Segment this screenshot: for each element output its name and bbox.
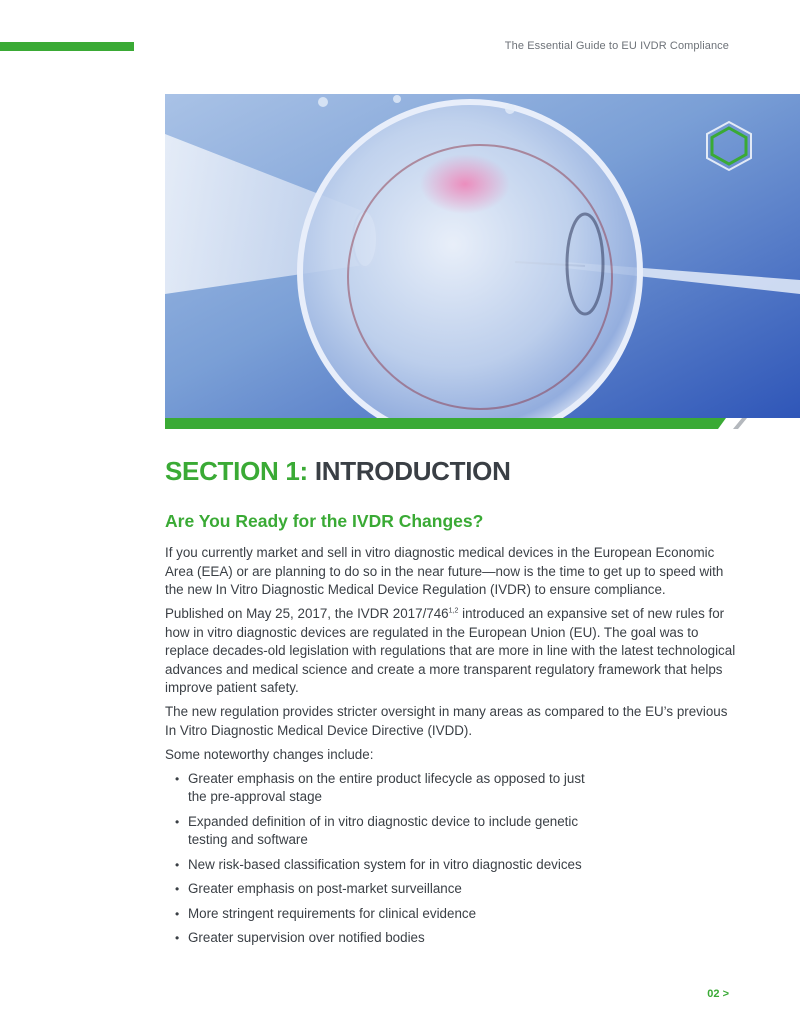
bullet-icon: • [175, 771, 180, 786]
bullet-icon: • [175, 814, 180, 829]
bullet-icon: • [175, 931, 180, 945]
list-item: • Greater supervision over notified bodies [175, 929, 588, 948]
section-title [165, 456, 511, 487]
list-item: • New risk-based classification system for in vitro diagnostic devices [175, 856, 588, 875]
section-label: SECTION 1: [165, 456, 308, 486]
section-heading: INTRODUCTION [307, 456, 511, 486]
subheading: Are You Ready for the IVDR Changes? [165, 511, 484, 531]
list-item: • Expanded definition of in vitro diagnostic device to include genetic testing and software [175, 813, 579, 847]
bullet-list [165, 770, 737, 948]
bullet-icon: • [175, 857, 180, 872]
header-accent-bar [0, 42, 134, 51]
list-item: • More stringent requirements for clinical evidence [175, 905, 588, 924]
footnote-ref: 1,2 [448, 607, 459, 615]
list-item: • Greater emphasis on the entire product lifecycle as opposed to just the pre-approval stage [175, 770, 585, 804]
body-text [165, 544, 737, 954]
hero-image [165, 94, 800, 418]
page-number-link[interactable]: 02 > [707, 988, 729, 1000]
hexagon-icon [703, 120, 755, 172]
decorative-slash [733, 418, 747, 429]
paragraph: Published on May 25, 2017, the IVDR 2017/746$^{1,2}$ introduced an expansive set of new rules for how in vitro diagnostic devices are regulated in the European Union (EU). The goal was to replace decades-old legislation with regulations that are more in line with the latest technological advances and medical science and create a more transparent regulatory framework that helps improve patient safety. [165, 606, 736, 695]
bullet-icon: • [175, 906, 180, 921]
bullet-icon: • [175, 882, 180, 896]
paragraph: If you currently market and sell in vitro diagnostic medical devices in the European Economic Area (EEA) or are planning to do so in the near future—now is the time to get up to speed with the new In Vitro Diagnostic Medical Device Regulation (IVDR) to ensure compliance. [165, 545, 724, 597]
paragraph: The new regulation provides stricter oversight in many areas as compared to the EU’s previous In Vitro Diagnostic Medical Device Directive (IVDD). [165, 704, 728, 738]
list-item: • Greater emphasis on post-market surveillance [175, 880, 588, 899]
running-header: The Essential Guide to EU IVDR Compliance [504, 40, 729, 52]
paragraph: Some noteworthy changes include: [165, 746, 374, 762]
hero-accent-strip [165, 418, 718, 429]
